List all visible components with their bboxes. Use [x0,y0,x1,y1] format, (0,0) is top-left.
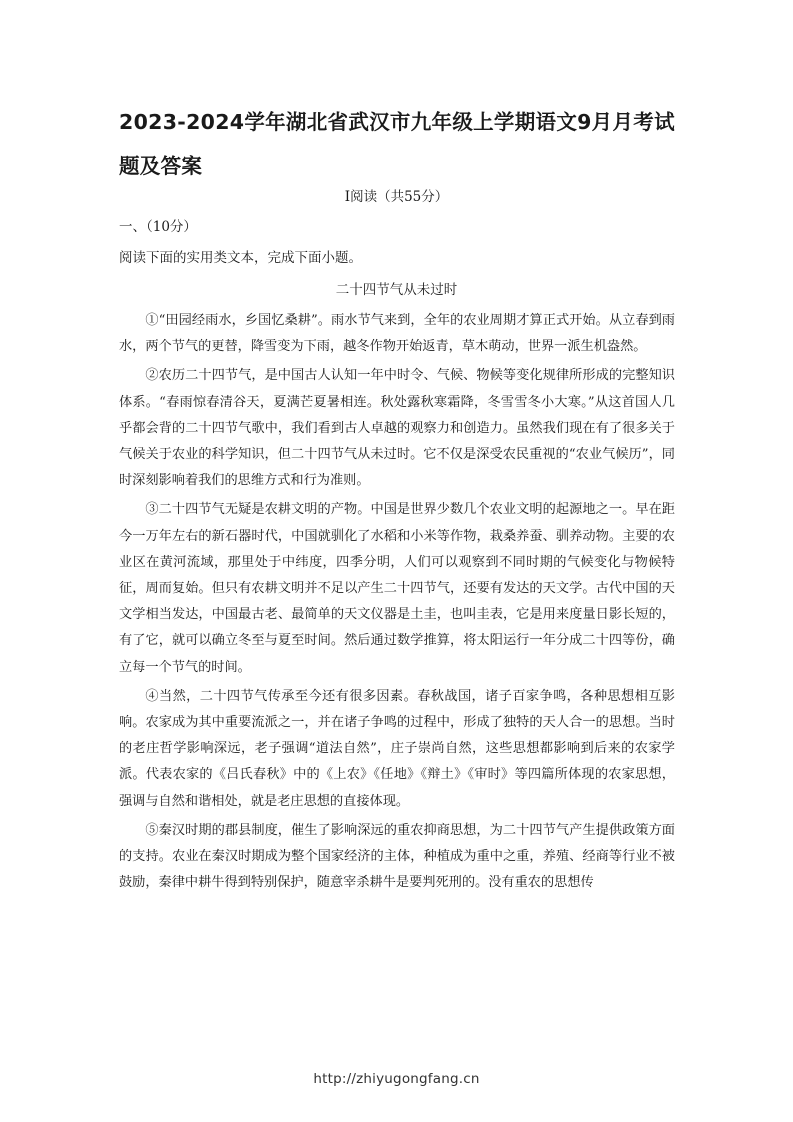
document-title: 2023-2024学年湖北省武汉市九年级上学期语文9月月考试题及答案 [119,110,675,178]
article-paragraph: ④当然，二十四节气传承至今还有很多因素。春秋战国，诸子百家争鸣，各种思想相互影响。农家成为其中重要流派之一，并在诸子争鸣的过程中，形成了独特的天人合一的思想。当时的老庄哲学影响深远，老子强调“道法自然”，庄子崇尚自然，这些思想都影响到后来的农家学派。代表农家的《吕氏春秋》中的《上农》《任地》《辩土》《审时》等四篇所体现的农家思想，强调与自然和谐相处，就是老庄思想的直接体现。 [119,688,675,809]
question-number: 一、（10分） [119,219,197,235]
article-title: 二十四节气从未过时 [335,282,458,298]
article-paragraph: ①“田园经雨水，乡国忆桑耕”。雨水节气来到，全年的农业周期才算正式开始。从立春到雨水，两个节气的更替，降雪变为下雨，越冬作物开始返青，草木萌动，世界一派生机盎然。 [119,313,675,355]
article-paragraph: ⑤秦汉时期的郡县制度，催生了影响深远的重农抑商思想，为二十四节气产生提供政策方面的支持。农业在秦汉时期成为整个国家经济的主体，种植成为重中之重，养殖、经商等行业不被鼓励，秦律中耕牛得到特别保护，随意宰杀耕牛是要判死刑的。没有重农的思想传 [119,822,675,891]
article-paragraph: ②农历二十四节气，是中国古人认知一年中时令、气候、物候等变化规律所形成的完整知识体系。“春雨惊春清谷天，夏满芒夏暑相连。秋处露秋寒霜降，冬雪雪冬小大寒。”从这首国人几乎都会背的二十四节气歌中，我们看到古人卓越的观察力和创造力。虽然我们现在有了很多关于气候关于农业的科学知识，但二十四节气从未过时。它不仅是深受农民重视的“农业气候历”，同时深刻影响着我们的思维方式和行为准则。 [119,368,675,489]
footer-url[interactable]: http://zhiyugongfang.cn [313,1071,480,1087]
article-paragraph: ③二十四节气无疑是农耕文明的产物。中国是世界少数几个农业文明的起源地之一。早在距今一万年左右的新石器时代，中国就驯化了水稻和小米等作物，栽桑养蚕、驯养动物。主要的农业区在黄河流域，那里处于中纬度，四季分明，人们可以观察到不同时期的气候变化与物候特征，周而复始。但只有农耕文明并不足以产生二十四节气，还要有发达的天文学。古代中国的天文学相当发达，中国最古老、最简单的天文仪器是土圭，也叫圭表，它是用来度量日影长短的，有了它，就可以确立冬至与夏至时间。然后通过数学推算，将太阳运行一年分成二十四等份，确立每一个节气的时间。 [119,502,675,675]
article-body [119,308,675,899]
question-instruction: 阅读下面的实用类文本，完成下面小题。 [119,250,362,266]
section-heading: Ⅰ阅读（共55分） [344,189,449,205]
